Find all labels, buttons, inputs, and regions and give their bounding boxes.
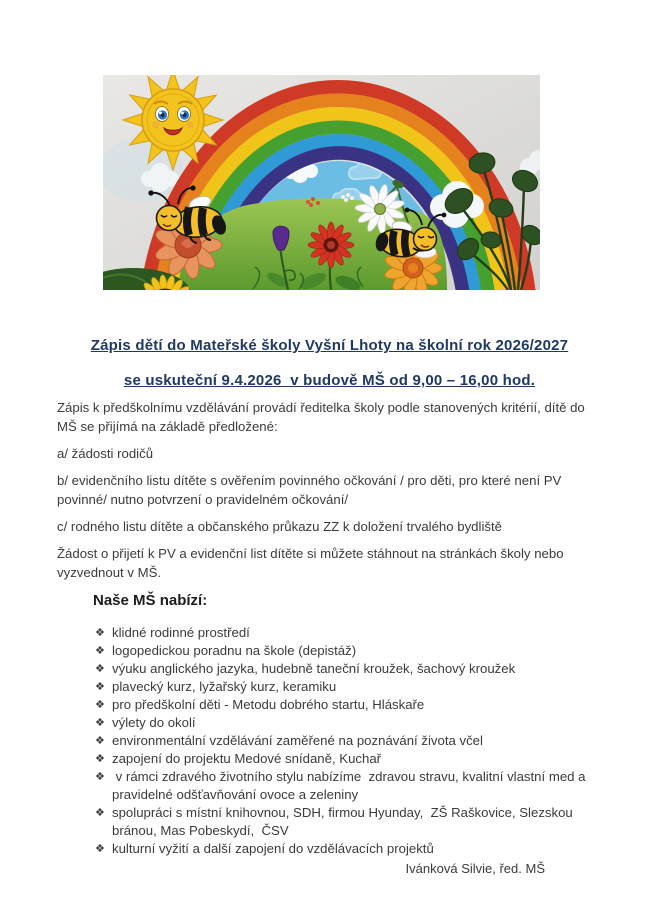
diamond-bullet-icon: ❖ [95, 771, 105, 783]
diamond-bullet-icon: ❖ [95, 735, 105, 747]
item-a-paragraph: a/ žádosti rodičů [57, 446, 154, 461]
diamond-bullet-icon: ❖ [95, 843, 105, 855]
item-c-paragraph: c/ rodného listu dítěte a občanského průkazu ZZ k doložení trvalého bydliště [57, 519, 502, 534]
list-item [57, 840, 602, 858]
list-item-text: výlety do okolí [112, 715, 196, 730]
list-item [57, 714, 602, 732]
diamond-bullet-icon: ❖ [95, 807, 105, 819]
diamond-bullet-icon: ❖ [95, 645, 105, 657]
diamond-bullet-icon: ❖ [95, 753, 105, 765]
diamond-bullet-icon: ❖ [95, 717, 105, 729]
diamond-bullet-icon: ❖ [95, 663, 105, 675]
list-item-text: pro předškolní děti - Metodu dobrého startu, Hláskaře [112, 697, 425, 712]
list-item-text: environmentální vzdělávání zaměřené na poznávání života včel [112, 733, 483, 748]
diamond-bullet-icon: ❖ [95, 699, 105, 711]
list-item [57, 660, 602, 678]
signature: Ivánková Silvie, řed. MŠ [405, 861, 545, 876]
list-item [57, 732, 602, 750]
list-item-text: výuku anglického jazyka, hudebně taneční kroužek, šachový kroužek [112, 661, 516, 676]
list-item-text: klidné rodinné prostředí [112, 625, 250, 640]
item-b-paragraph: b/ evidenčního listu dítěte s ověřením povinného očkování / pro děti, pro které není PV povinné/ nutno potvrzení o pravidelném očkování/ [57, 473, 566, 507]
list-item [57, 678, 602, 696]
list-item-text: spolupráci s místní knihovnou, SDH, firmou Hyunday, ZŠ Raškovice, Slezskou bránou, Mas Pobeskydí, ČSV [112, 805, 577, 838]
title-line-1: Zápis dětí do Mateřské školy Vyšní Lhoty na školní rok 2026/2027 [90, 337, 569, 354]
list-item [57, 624, 602, 642]
download-paragraph: Žádost o přijetí k PV a evidenční list dítěte si můžete stáhnout na stránkách školy nebo vyzvednout v MŠ. [57, 546, 568, 580]
offer-heading: Naše MŠ nabízí: [93, 592, 208, 609]
list-item-text: v rámci zdravého životního stylu nabízíme zdravou stravu, kvalitní vlastní med a pravidelné odšťavňování ovoce a zeleniny [112, 769, 590, 802]
list-item-text: kulturní vyžití a další zapojení do vzdělávacích projektů [112, 841, 434, 856]
intro-paragraph: Zápis k předškolnímu vzdělávání provádí ředitelka školy podle stanovených kritérií, dítě do MŠ se přijímá na základě předložené: [57, 400, 589, 434]
document-body [57, 336, 602, 876]
list-item-text: logopedickou poradnu na škole (depistáž) [112, 643, 357, 658]
list-item [57, 642, 602, 660]
list-item-text: zapojení do projektu Medové snídaně, Kuchař [112, 751, 382, 766]
mural-illustration [103, 75, 540, 290]
diamond-bullet-icon: ❖ [95, 627, 105, 639]
mural-photo [103, 75, 540, 290]
title-line-2: se uskuteční 9.4.2026 v budově MŠ od 9,00 – 16,00 hod. [123, 372, 536, 389]
list-item [57, 750, 602, 768]
list-item [57, 768, 602, 804]
diamond-bullet-icon: ❖ [95, 681, 105, 693]
list-item-text: plavecký kurz, lyžařský kurz, keramiku [112, 679, 337, 694]
list-item [57, 804, 602, 840]
list-item [57, 696, 602, 714]
offer-list [57, 624, 602, 858]
